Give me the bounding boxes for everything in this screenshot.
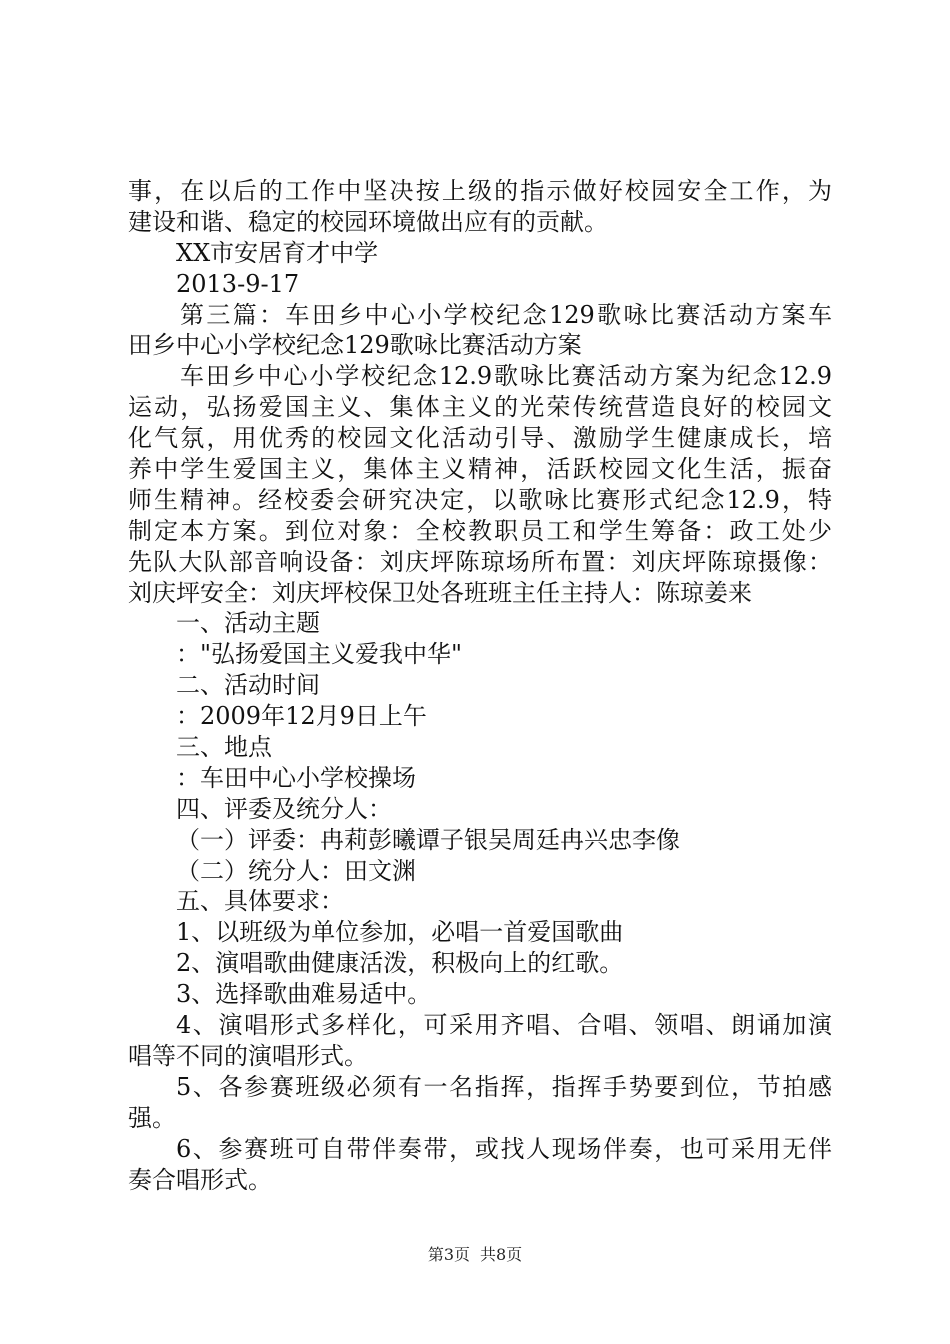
- list-item-continued: 奏合唱形式。: [128, 1165, 272, 1194]
- list-item: 4、演唱形式多样化，可采用齐唱、合唱、领唱、朗诵加演: [176, 1011, 832, 1040]
- text-line: 先队大队部音响设备：刘庆坪陈琼场所布置：刘庆坪陈琼摄像：: [128, 547, 832, 576]
- page-number: 第3页: [427, 1245, 470, 1264]
- text-line: 刘庆坪安全：刘庆坪校保卫处各班班主任主持人：陈琼姜来: [128, 578, 752, 607]
- document-body: [128, 176, 832, 1195]
- list-item: 6、参赛班可自带伴奏带，或找人现场伴奏，也可采用无伴: [176, 1134, 832, 1163]
- text-line: 车田乡中心小学校纪念12.9歌咏比赛活动方案为纪念12.9: [180, 362, 832, 391]
- list-item: 2、演唱歌曲健康活泼，积极向上的红歌。: [176, 949, 624, 978]
- list-item-continued: 唱等不同的演唱形式。: [128, 1041, 368, 1070]
- list-detail: ：车田中心小学校操场: [176, 763, 416, 792]
- list-item: 1、以班级为单位参加，必唱一首爱国歌曲: [176, 918, 624, 947]
- list-detail: （二）统分人：田文渊: [176, 856, 416, 885]
- list-heading: 一、活动主题: [176, 609, 320, 638]
- document-date: 2013-9-17: [176, 269, 300, 298]
- page-footer: [0, 1244, 950, 1266]
- text-line: 制定本方案。到位对象：全校教职员工和学生筹备：政工处少: [128, 516, 832, 545]
- list-item: 3、选择歌曲难易适中。: [176, 980, 432, 1009]
- school-name: XX市安居育才中学: [176, 238, 379, 267]
- text-line: 养中学生爱国主义，集体主义精神，活跃校园文化生活，振奋: [128, 455, 832, 484]
- text-line: 建设和谐、稳定的校园环境做出应有的贡献。: [128, 207, 608, 236]
- list-heading: 三、地点: [176, 733, 272, 762]
- list-detail: ："弘扬爱国主义爱我中华": [176, 640, 463, 669]
- section-heading-continued: 田乡中心小学校纪念129歌咏比赛活动方案: [128, 331, 582, 360]
- page-total: 共8页: [480, 1245, 523, 1264]
- text-line: 运动，弘扬爱国主义、集体主义的光荣传统营造良好的校园文: [128, 393, 832, 422]
- section-heading: 第三篇：车田乡中心小学校纪念129歌咏比赛活动方案车: [180, 300, 832, 329]
- text-line: 化气氛，用优秀的校园文化活动引导、激励学生健康成长，培: [128, 424, 832, 453]
- list-heading: 四、评委及统分人：: [176, 794, 392, 823]
- text-line: 师生精神。经校委会研究决定，以歌咏比赛形式纪念12.9，特: [128, 485, 832, 514]
- list-item: 5、各参赛班级必须有一名指挥，指挥手势要到位，节拍感: [176, 1072, 832, 1101]
- list-detail: ：2009年12月9日上午: [176, 702, 427, 731]
- list-detail: （一）评委：冉莉彭曦谭子银吴周廷冉兴忠李像: [176, 825, 680, 854]
- list-heading: 五、具体要求：: [176, 887, 344, 916]
- list-heading: 二、活动时间: [176, 671, 320, 700]
- text-line: 事，在以后的工作中坚决按上级的指示做好校园安全工作，为: [128, 177, 832, 205]
- list-item-continued: 强。: [128, 1103, 176, 1132]
